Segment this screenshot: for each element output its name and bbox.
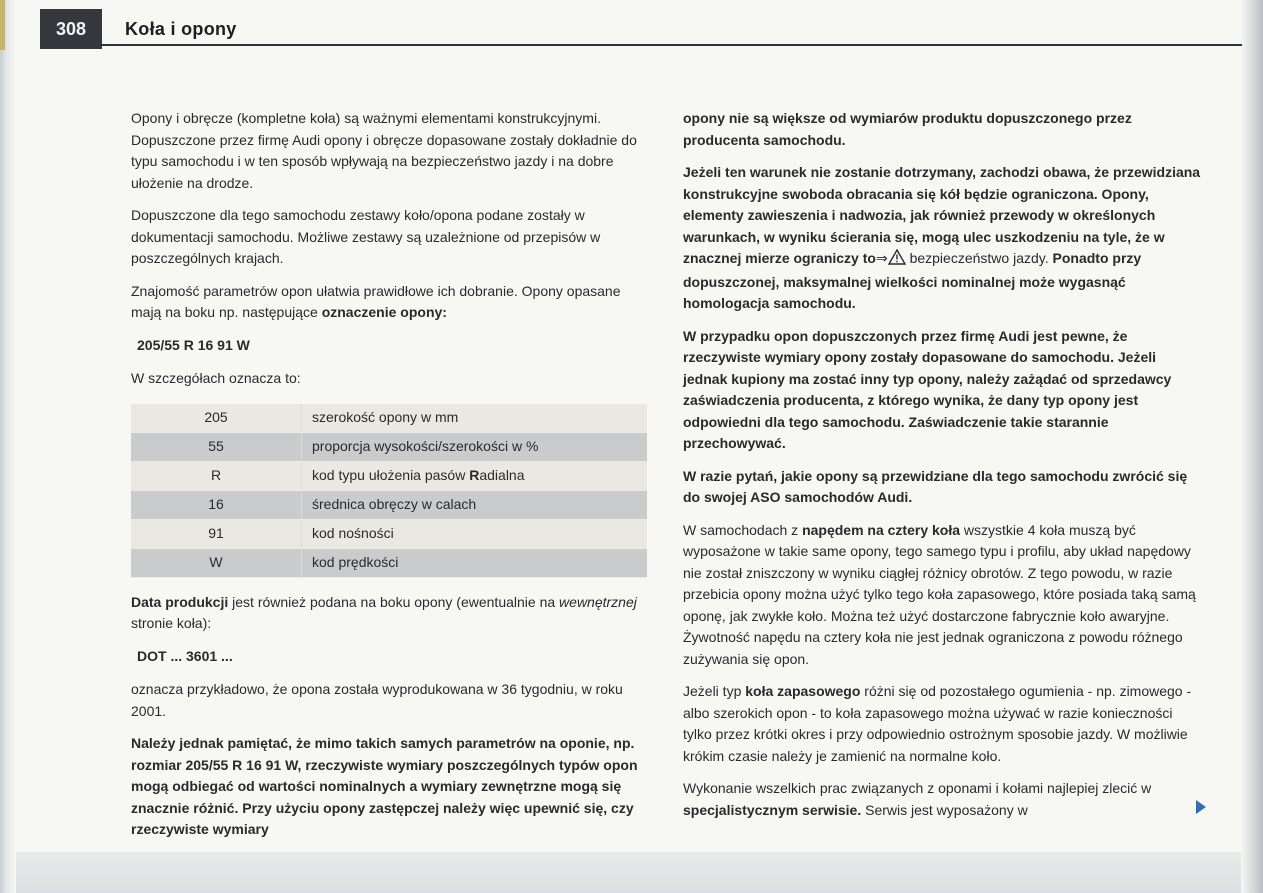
- dot-explanation: oznacza przykładowo, że opona została wyprodukowana w 36 tygodniu, w roku 2001.: [131, 681, 623, 719]
- production-date-italic: wewnętrznej: [559, 593, 637, 610]
- table-value: szerokość opony w mm: [302, 404, 648, 433]
- table-row: [131, 404, 647, 433]
- footer-band: [16, 852, 1241, 893]
- cross-reference-arrow[interactable]: ⇒: [875, 250, 888, 266]
- production-date-term: Data produkcji: [131, 593, 229, 610]
- right-column: [683, 108, 1201, 832]
- service-term: specjalistycznym serwisie.: [683, 801, 862, 818]
- table-value-bold: R: [469, 466, 480, 483]
- spare-wheel-paragraph: [683, 681, 1201, 767]
- page-right-edge: [1241, 0, 1263, 893]
- table-value: [302, 461, 648, 490]
- table-row: [131, 548, 647, 577]
- table-value-tail: adialna: [479, 466, 525, 483]
- page-left-edge: [0, 0, 16, 893]
- table-value: kod prędkości: [302, 548, 648, 577]
- continue-arrow-icon[interactable]: [1196, 800, 1206, 814]
- table-key: R: [131, 461, 302, 490]
- intro-paragraph: Opony i obręcze (kompletne koła) są ważnymi elementami konstrukcyjnymi. Dopuszczone przez firmę Audi opony i obręcze dopasowane zostały dokładnie do typu samochodu i w ten sposób wpływają na bezpieczeństwo jazdy i na dobre ułożenie na drodze.: [131, 110, 637, 191]
- table-value: kod nośności: [302, 519, 648, 548]
- approved-sets-paragraph: Dopuszczone dla tego samochodu zestawy koło/opona podane zostały w dokumentacji samochodu. Możliwe zestawy są uzależnione od przepisów w poszczególnych krajach.: [131, 207, 601, 266]
- four-wheel-drive-paragraph: [683, 520, 1201, 671]
- tire-code: 205/55 R 16 91 W: [137, 336, 250, 353]
- table-row: [131, 432, 647, 461]
- production-date-tail: stronie koła):: [131, 615, 212, 631]
- table-key: 16: [131, 490, 302, 519]
- chapter-title: Koła i opony: [125, 19, 237, 39]
- left-column: [131, 108, 647, 852]
- tire-marking-text: Znajomość parametrów opon ułatwia prawidłowe ich dobranie. Opony opasane mają na boku np. następujące: [131, 282, 621, 320]
- table-value: średnica obręczy w calach: [302, 490, 648, 519]
- table-key: 55: [131, 432, 302, 461]
- clearance-warning-text: Jeżeli ten warunek nie zostanie dotrzymany, zachodzi obawa, że przewidziana konstrukcyjne swoboda obracania się kół będzie ograniczona. Opony, elementy zawieszenia i nadwozia, jak również przewody w określonych warunkach, w wyniku ścierania się, mogą ulec uszkodzeniu na tyle, że w znacznej mierze ograniczy to: [683, 164, 1201, 266]
- table-key: 205: [131, 404, 302, 433]
- spare-term: koła zapasowego: [745, 683, 861, 699]
- table-value: proporcja wysokości/szerokości w %: [302, 432, 648, 461]
- details-intro: W szczegółach oznacza to:: [131, 370, 301, 386]
- production-date-text: jest również podana na boku opony (ewentualnie na: [228, 593, 560, 610]
- table-row: [131, 461, 647, 490]
- header-rule: [102, 44, 1242, 46]
- table-value-text: kod typu ułożenia pasów: [312, 466, 470, 483]
- awd-term: napędem na cztery koła: [802, 521, 961, 538]
- table-row: [131, 490, 647, 519]
- aso-contact-paragraph: W razie pytań, jakie opony są przewidziane dla tego samochodu zwrócić się do swojej ASO samochodów Audi.: [683, 467, 1188, 505]
- tire-marking-paragraph: [131, 281, 647, 324]
- dimensions-warning-paragraph: Należy jednak pamiętać, że mimo takich samych parametrów na oponie, np. rozmiar 205/55 R 16 91 W, rzeczywiste wymiary poszczególnych typów opon mogą odbiegać od wartości nominalnych a wymiary zewnętrzne mogą się znacznie różnić. Przy użyciu opony zastępczej należy więc upewnić się, czy rzeczywiste wymiary: [131, 735, 638, 837]
- service-tail: Serwis jest wyposażony w: [861, 801, 1028, 818]
- warning-icon[interactable]: [888, 249, 906, 272]
- table-key: W: [131, 548, 302, 577]
- table-key: 91: [131, 519, 302, 548]
- service-text: Wykonanie wszelkich prac związanych z oponami i kołami najlepiej zlecić w: [683, 780, 1152, 796]
- production-date-paragraph: [131, 592, 647, 635]
- dot-code: DOT ... 3601 ...: [137, 647, 233, 664]
- homologation-text: Ponadto przy dopuszczonej, maksymalnej wielkości nominalnej może wygasnąć homologacja samochodu.: [683, 250, 1142, 311]
- page-number: 308: [40, 9, 102, 49]
- safety-text: bezpieczeństwo jazdy.: [905, 250, 1049, 266]
- clearance-warning-paragraph: [683, 162, 1201, 315]
- audi-approved-paragraph: W przypadku opon dopuszczonych przez firmę Audi jest pewne, że rzeczywiste wymiary opony zostały dopasowane do samochodu. Jeżeli jednak kupiony ma zostać inny typ opony, należy zażądać od sprzedawcy zaświadczenia producenta, z którego wynika, że dany typ opony jest odpowiedni dla tego samochodu. Zaświadczenie takie starannie przechowywać.: [683, 327, 1172, 451]
- tire-marking-term: oznaczenie opony:: [321, 304, 447, 320]
- awd-text: W samochodach z: [683, 521, 803, 538]
- service-paragraph: [683, 778, 1201, 821]
- awd-tail: wszystkie 4 koła muszą być wyposażone w takie same opony, tego samego typu i profilu, aby układ napędowy nie został zniszczony w wyniku ciągłej różnicy obrotów. Z tego powodu, w razie przebicia opony można użyć tylko tego koła zapasowego, które posiada taką samą oponę, jak zwykłe koło. Można też użyć dostarczone fabrycznie koło awaryjne. Żywotność napędu na cztery koła nie jest jednak ograniczona z powodu różnego zużywania się opon.: [683, 521, 1196, 667]
- dimensions-continuation: opony nie są większe od wymiarów produktu dopuszczonego przez producenta samochodu.: [683, 110, 1132, 148]
- page-edge-accent: [0, 0, 5, 50]
- table-row: [131, 519, 647, 548]
- tire-code-table: [131, 404, 647, 578]
- spare-tail: różni się od pozostałego ogumienia - np. zimowego - albo szerokich opon - to koła zapasowego można używać w razie konieczności tylko przez krótki okres i przy odpowiednio ostrożnym sposobie jazdy. W możliwie krókim czasie należy je zamienić na normalne koło.: [683, 683, 1192, 764]
- spare-text: Jeżeli typ: [683, 683, 746, 699]
